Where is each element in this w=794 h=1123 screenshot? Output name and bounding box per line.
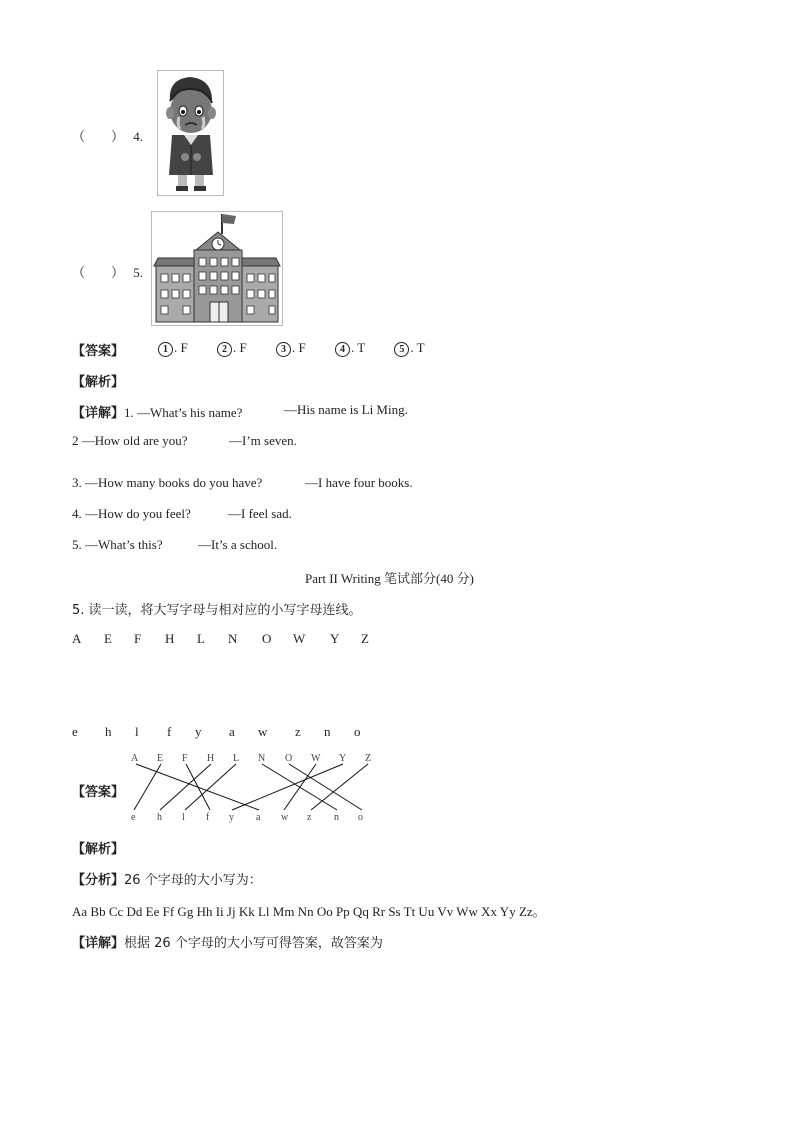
detail-line-2 [72,932,383,951]
capital-letter: O [262,631,272,646]
diagram-lowercase: z [307,812,312,823]
dialog-question: 1. —What’s his name? [124,405,243,420]
circled-number: 1 [158,342,173,357]
capital-letter: H [165,631,175,646]
item-number: 4. [133,129,144,144]
circled-number: 4 [335,342,350,357]
match-line [311,764,368,810]
analysis-tag: 【解析】 [72,375,125,390]
item-5-row [72,262,143,281]
dialog-answer: —I’m seven. [229,433,297,448]
diagram-capital: Y [339,753,347,764]
diagram-lowercase: h [157,812,162,823]
answer-row-1 [72,340,124,359]
diagram-capital: O [285,753,293,764]
answer-value: . T [350,340,366,355]
answer-value: . F [291,340,306,355]
fenxi-text: 26 个字母的大小写为： [124,873,262,888]
answer-value: . T [410,340,425,355]
answer-tag: 【答案】 [72,785,125,800]
capital-letter: W [293,631,306,646]
answer-option-5 [394,340,424,357]
answer-value: . F [174,340,188,355]
dialog-answer: —I have four books. [305,475,413,490]
match-line [160,764,211,810]
answer-tag: 【答案】 [72,344,125,359]
match-line [136,764,259,810]
diagram-capital: W [311,753,321,764]
diagram-capital: N [258,753,266,764]
lowercase-letter: h [105,724,112,739]
lowercase-letter: o [354,724,361,739]
lowercase-letter: n [324,724,331,739]
capital-letter: N [228,631,238,646]
dialog-answer: —I feel sad. [228,506,292,521]
capital-letter: E [104,631,112,646]
answer-option-4 [335,340,365,357]
detail-text: 根据 26 个字母的大小写可得答案，故答案为 [124,936,383,951]
answer-option-2 [217,340,247,357]
diagram-lowercase: a [256,812,261,823]
answer-options [158,340,451,357]
match-line [134,764,161,810]
question-5-prompt: 5. 读一读，将大写字母与相对应的小写字母连线。 [72,603,362,618]
diagram-capital: E [157,753,164,764]
circled-number: 2 [217,342,232,357]
answer-value: . F [232,340,247,355]
alphabet-line: Aa Bb Cc Dd Ee Ff Gg Hh Ii Jj Kk Ll Mm Nn Oo Pp Qq Rr Ss Tt Uu Vv Ww Xx Yy Zz。 [72,904,546,919]
school-building-picture [151,211,283,326]
item-number: 5. [133,265,144,280]
diagram-lowercase: f [206,812,210,823]
diagram-capital: Z [365,753,372,764]
dialog-question: 2 —How old are you? [72,433,188,448]
circled-number: 3 [276,342,291,357]
capital-letter: F [134,631,142,646]
match-line [185,764,236,810]
analysis-tag: 【解析】 [72,842,125,857]
fenxi-tag: 【分析】 [72,873,125,888]
detail-tag: 【详解】 [72,936,125,951]
lowercase-letter: e [72,724,78,739]
item-4-row [72,126,143,145]
lowercase-letter: z [295,724,301,739]
lowercase-letter: l [135,724,139,739]
answer-option-1 [158,340,188,357]
lowercase-letter: f [167,724,172,739]
diagram-capital: F [182,753,188,764]
dialog-question: 5. —What’s this? [72,537,163,552]
diagram-capital: A [131,753,139,764]
capital-letter: L [197,631,205,646]
diagram-lowercase: e [131,812,136,823]
matching-diagram [128,750,378,824]
detail-line-1 [72,402,242,421]
dialog-question: 3. —How many books do you have? [72,475,263,490]
capital-letter: A [72,631,82,646]
sad-boy-picture [157,70,224,196]
detail-tag: 【详解】 [72,406,125,421]
answer-bracket: （ ） [72,129,125,144]
dialog-answer: —His name is Li Ming. [284,402,408,417]
capital-letter: Z [361,631,369,646]
diagram-lowercase: y [229,812,234,823]
fenxi-line [72,869,262,888]
diagram-lowercase: l [182,812,185,823]
capital-letter: Y [330,631,340,646]
lowercase-letter: w [258,724,268,739]
lowercase-letter: a [229,724,235,739]
dialog-question: 4. —How do you feel? [72,506,191,521]
circled-number: 5 [394,342,409,357]
dialog-answer: —It’s a school. [198,537,278,552]
lowercase-letter: y [195,724,202,739]
diagram-capital: L [233,753,240,764]
diagram-lowercase: o [358,812,363,823]
section-title: Part II Writing 笔试部分(40 分) [305,571,474,586]
diagram-capital: H [207,753,215,764]
answer-option-3 [276,340,306,357]
diagram-lowercase: n [334,812,339,823]
diagram-lowercase: w [281,812,289,823]
answer-bracket: （ ） [72,265,125,280]
